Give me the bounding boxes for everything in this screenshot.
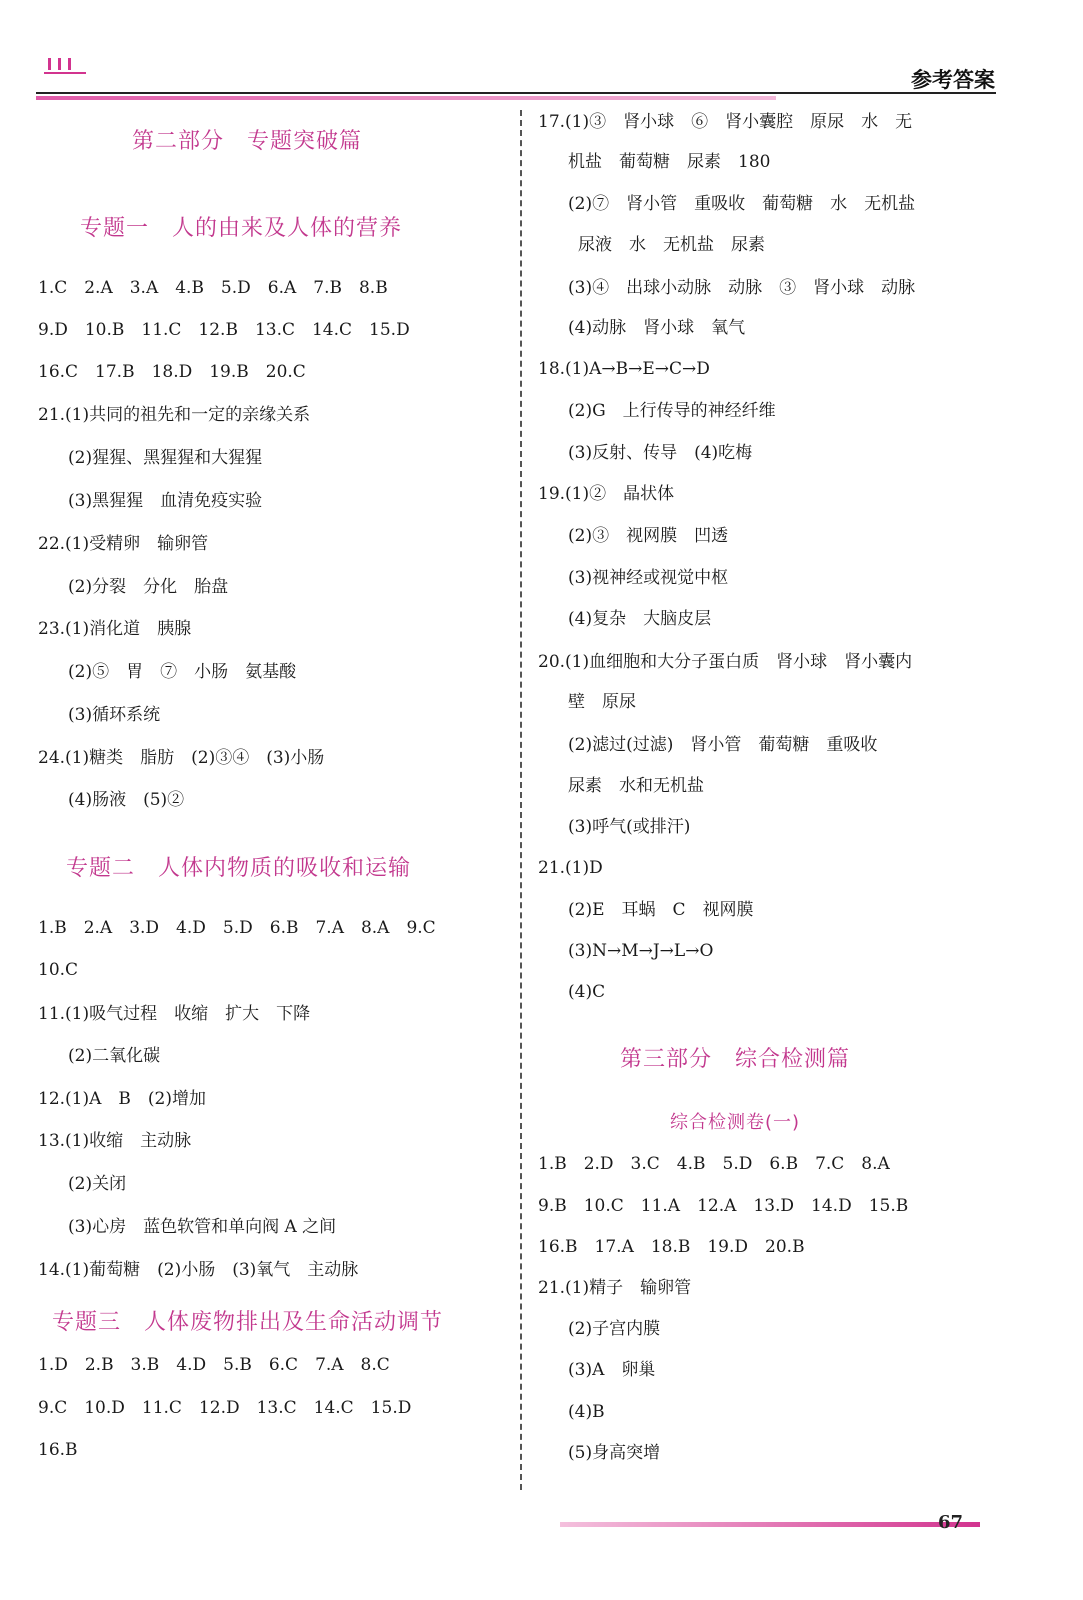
exam1-title: 综合检测卷(一) (670, 1112, 801, 1133)
header-mark (44, 58, 86, 88)
answer-line: (4)动脉 肾小球 氧气 (568, 318, 746, 338)
answer-line: (3)N→M→J→L→O (568, 941, 714, 961)
answer-line: (3)A 卵巢 (568, 1360, 656, 1380)
answer-line: (2)滤过(过滤) 肾小管 葡萄糖 重吸收 (568, 735, 878, 755)
answer-line: 18.(1)A→B→E→C→D (538, 359, 710, 379)
answer-line: (2)二氧化碳 (68, 1046, 161, 1066)
answer-line: 21.(1)共同的祖先和一定的亲缘关系 (38, 405, 311, 425)
answer-line: (2)猩猩、黑猩猩和大猩猩 (68, 448, 263, 468)
answer-line: (2)⑦ 肾小管 重吸收 葡萄糖 水 无机盐 (568, 194, 916, 214)
answer-line: 1.B 2.D 3.C 4.B 5.D 6.B 7.C 8.A (538, 1154, 890, 1174)
answer-line: 1.C 2.A 3.A 4.B 5.D 6.A 7.B 8.B (38, 278, 388, 298)
header-band (36, 96, 776, 100)
answer-line: 16.C 17.B 18.D 19.B 20.C (38, 362, 306, 382)
answer-line: (2)⑤ 胃 ⑦ 小肠 氨基酸 (68, 662, 297, 682)
topic2-title: 专题二 人体内物质的吸收和运输 (66, 856, 412, 881)
answer-line: 16.B 17.A 18.B 19.D 20.B (538, 1237, 805, 1257)
answer-line: 19.(1)② 晶状体 (538, 484, 675, 504)
answer-line: (2)关闭 (68, 1174, 127, 1194)
answer-line: 机盐 葡萄糖 尿素 180 (568, 152, 771, 172)
answer-line: 尿素 水和无机盐 (568, 776, 704, 796)
answer-line: (2)分裂 分化 胎盘 (68, 577, 229, 597)
answer-line: 11.(1)吸气过程 收缩 扩大 下降 (38, 1004, 311, 1024)
answer-line: (3)黑猩猩 血清免疫实验 (68, 491, 263, 511)
answer-line: 23.(1)消化道 胰腺 (38, 619, 192, 639)
answer-line: (3)心房 蓝色软管和单向阀 A 之间 (68, 1217, 337, 1237)
answer-line: (4)复杂 大脑皮层 (568, 609, 712, 629)
answer-line: 1.D 2.B 3.B 4.D 5.B 6.C 7.A 8.C (38, 1355, 390, 1375)
answer-line: 16.B (38, 1440, 78, 1460)
answer-line: 9.B 10.C 11.A 12.A 13.D 14.D 15.B (538, 1196, 909, 1216)
answer-line: (2)③ 视网膜 凹透 (568, 526, 729, 546)
part2-title: 第二部分 专题突破篇 (132, 129, 363, 154)
answer-line: (3)反射、传导 (4)吃梅 (568, 443, 753, 463)
topic3-title: 专题三 人体废物排出及生命活动调节 (52, 1310, 444, 1335)
answer-line: (3)呼气(或排汗) (568, 817, 691, 837)
answer-line: (2)E 耳蜗 C 视网膜 (568, 900, 754, 920)
answer-line: (4)B (568, 1402, 605, 1422)
topic1-title: 专题一 人的由来及人体的营养 (80, 216, 403, 241)
answer-line: (3)循环系统 (68, 705, 161, 725)
header-title: 参考答案 (911, 68, 995, 92)
answer-line: 9.D 10.B 11.C 12.B 13.C 14.C 15.D (38, 320, 410, 340)
column-divider (520, 110, 522, 1490)
answer-line: (2)G 上行传导的神经纤维 (568, 401, 776, 421)
answer-line: 13.(1)收缩 主动脉 (38, 1131, 192, 1151)
answer-line: 22.(1)受精卵 输卵管 (38, 534, 209, 554)
answer-line: 12.(1)A B (2)增加 (38, 1089, 206, 1109)
answer-line: 14.(1)葡萄糖 (2)小肠 (3)氧气 主动脉 (38, 1260, 359, 1280)
answer-line: 9.C 10.D 11.C 12.D 13.C 14.C 15.D (38, 1398, 412, 1418)
answer-line: 尿液 水 无机盐 尿素 (578, 235, 765, 255)
part3-title: 第三部分 综合检测篇 (620, 1047, 851, 1072)
answer-line: 20.(1)血细胞和大分子蛋白质 肾小球 肾小囊内 (538, 652, 913, 672)
answer-line: (3)④ 出球小动脉 动脉 ③ 肾小球 动脉 (568, 278, 916, 298)
answer-line: 10.C (38, 960, 79, 980)
answer-line: (4)肠液 (5)② (68, 790, 185, 810)
answer-line: (5)身高突增 (568, 1443, 661, 1463)
answer-line: 1.B 2.A 3.D 4.D 5.D 6.B 7.A 8.A 9.C (38, 918, 436, 938)
answer-line: 21.(1)D (538, 858, 603, 878)
answer-line: 壁 原尿 (568, 692, 636, 712)
header-rule (36, 92, 996, 94)
footer-band (560, 1522, 980, 1527)
page-number: 67 (938, 1512, 964, 1533)
answer-line: 21.(1)精子 输卵管 (538, 1278, 692, 1298)
answer-line: (3)视神经或视觉中枢 (568, 568, 729, 588)
answer-line: 24.(1)糖类 脂肪 (2)③④ (3)小肠 (38, 748, 325, 768)
answer-line: (4)C (568, 982, 606, 1002)
answer-line: 17.(1)③ 肾小球 ⑥ 肾小囊腔 原尿 水 无 (538, 112, 913, 132)
answer-line: (2)子宫内膜 (568, 1319, 661, 1339)
